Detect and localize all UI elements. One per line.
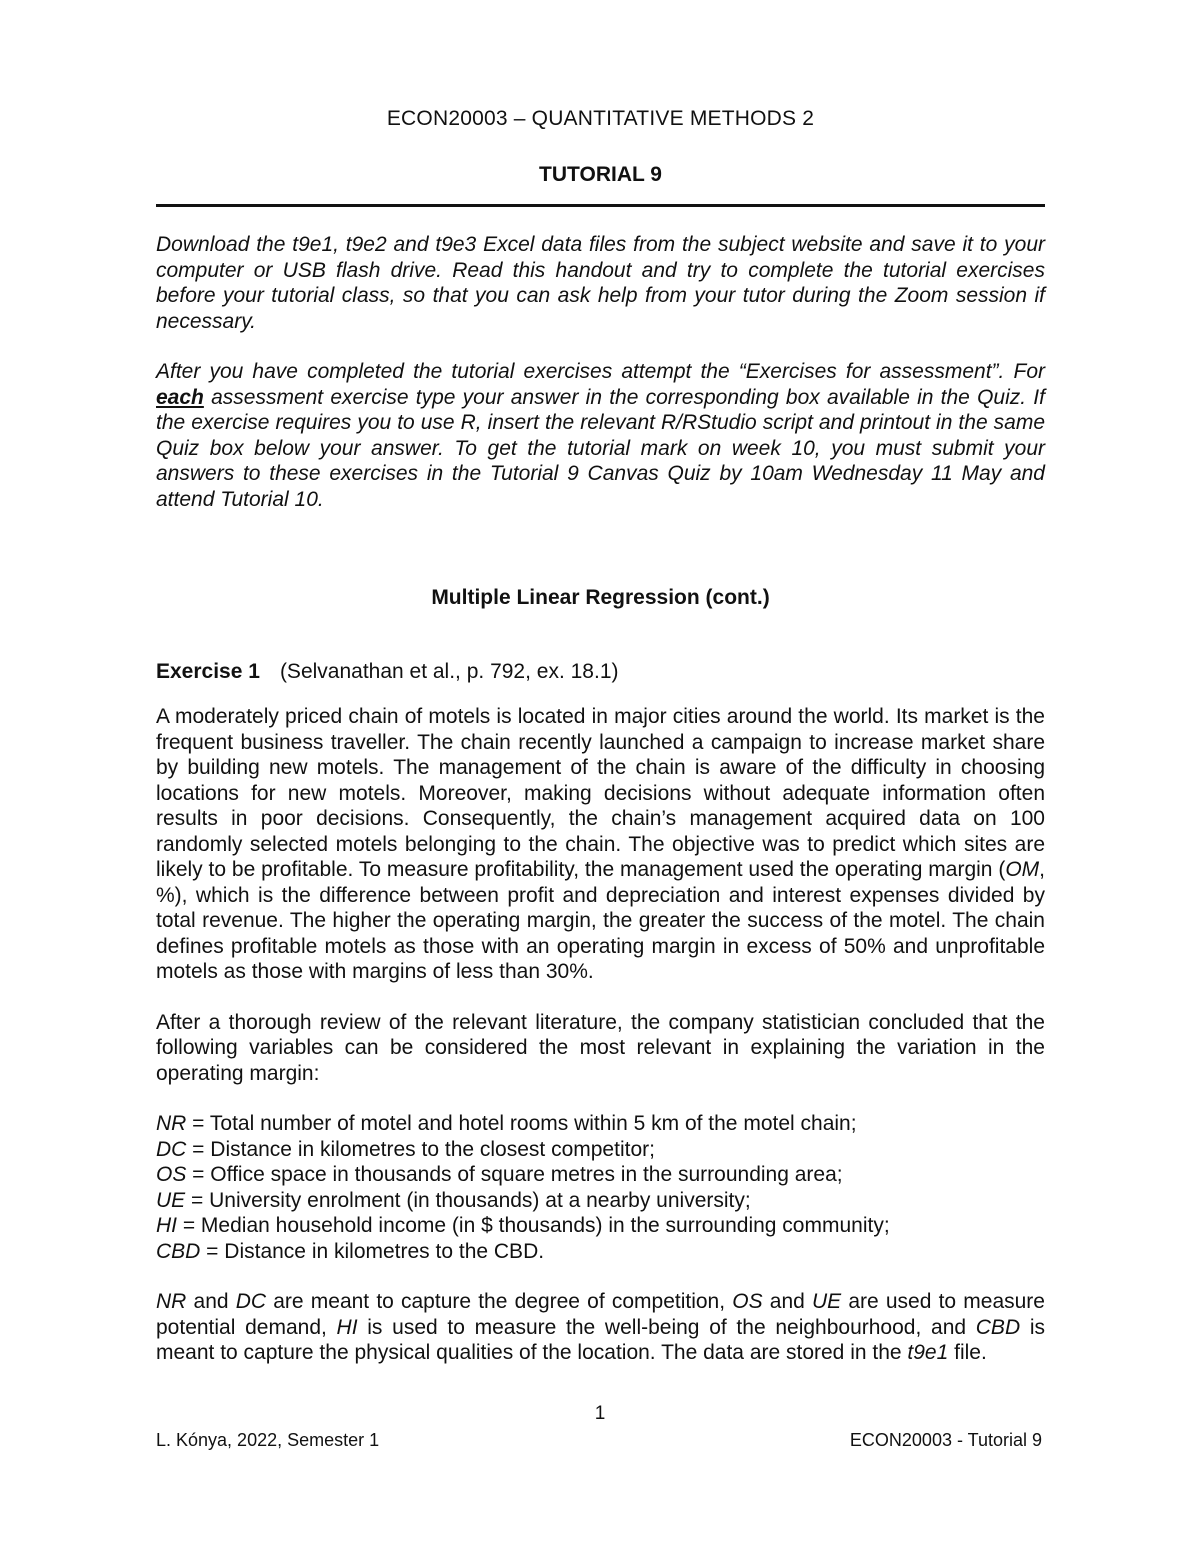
variable-name: CBD bbox=[156, 1239, 201, 1263]
page-number: 1 bbox=[594, 1403, 606, 1424]
text-run: file. bbox=[948, 1341, 987, 1364]
variable-desc: = Median household income (in $ thousands) in the surrounding community; bbox=[177, 1214, 890, 1237]
variable-item bbox=[156, 1111, 1045, 1137]
variable-desc: = Distance in kilometres to the CBD. bbox=[200, 1239, 545, 1263]
exercise-p1-end: , %), which is the difference between profit and depreciation and interest expenses divided by total revenue. The higher the operating margin, the greater the success of the motel. The chain defines profitable motels as those with an operating margin in excess of 50% and unprofitable motels as those with margins of less than 30%. bbox=[156, 858, 1045, 983]
header-divider bbox=[156, 204, 1045, 207]
text-run: are used to measure potential demand, bbox=[156, 1290, 1045, 1339]
exercise-paragraph-3 bbox=[156, 1289, 1045, 1366]
intro-p2-each: each bbox=[156, 385, 204, 409]
variable-desc: = Distance in kilometres to the closest competitor; bbox=[186, 1137, 655, 1161]
course-title: ECON20003 – QUANTITATIVE METHODS 2 bbox=[386, 107, 815, 130]
intro-paragraph-2 bbox=[156, 359, 1045, 512]
variable-item bbox=[156, 1137, 1045, 1163]
exercise-paragraph-1 bbox=[156, 704, 1045, 985]
variable-item bbox=[156, 1239, 1045, 1265]
var-ref: NR bbox=[156, 1290, 187, 1313]
text-run: is used to measure the well-being of the neighbourhood, and bbox=[357, 1315, 976, 1339]
variable-list bbox=[156, 1111, 1045, 1264]
variable-name: NR bbox=[156, 1112, 187, 1135]
intro-paragraph-1: Download the t9e1, t9e2 and t9e3 Excel data files from the subject website and save it to your computer or USB flash drive. Read this handout and try to complete the tutorial exercises before your tutorial class, so that you can ask help from your tutor during the Zoom session if necessary. bbox=[156, 233, 1045, 333]
exercise-label: Exercise 1 bbox=[156, 660, 260, 683]
exercise-p1-om: OM bbox=[1005, 858, 1040, 881]
text-run: and bbox=[186, 1290, 236, 1313]
text-run: are meant to capture the degree of competition, bbox=[266, 1290, 733, 1313]
file-ref: t9e1 bbox=[907, 1341, 949, 1364]
exercise-p1-start: A moderately priced chain of motels is located in major cities around the world. Its market is the frequent business traveller. The chain recently launched a campaign to increase market share by building new motels. The management of the chain is aware of the difficulty in choosing locations for new motels. Moreover, making decisions without adequate information often results in poor decisions. Consequently, the chain’s management acquired data on 100 randomly selected motels belonging to the chain. The objective was to predict which sites are likely to be profitable. To measure profitability, the management used the operating margin ( bbox=[156, 705, 1045, 881]
tutorial-title: TUTORIAL 9 bbox=[539, 163, 662, 186]
variable-desc: = University enrolment (in thousands) at a nearby university; bbox=[185, 1188, 751, 1212]
page-content bbox=[156, 104, 1045, 1366]
variable-name: DC bbox=[156, 1137, 187, 1161]
var-ref: CBD bbox=[975, 1315, 1021, 1339]
intro-p2-end: assessment exercise type your answer in the corresponding box available in the Quiz. If the exercise requires you to use R, insert the relevant R/RStudio script and printout in the same Quiz box below your answer. To get the tutorial mark on week 10, you must submit your answers to these exercises in the Tutorial 9 Canvas Quiz by 10am Wednesday 11 May and attend Tutorial 10. bbox=[156, 385, 1045, 511]
footer-course: ECON20003 - Tutorial 9 bbox=[849, 1430, 1042, 1450]
exercise-source: (Selvanathan et al., p. 792, ex. 18.1) bbox=[279, 660, 619, 683]
exercise-paragraph-2: After a thorough review of the relevant literature, the company statistician concluded that the following variables can be considered the most relevant in explaining the variation in the operating margin: bbox=[156, 1010, 1045, 1085]
section-title: Multiple Linear Regression (cont.) bbox=[431, 586, 770, 609]
exercise-heading bbox=[156, 657, 1045, 687]
intro-p2-start: After you have completed the tutorial exercises attempt the “Exercises for assessment”. For bbox=[156, 360, 1045, 383]
var-ref: OS bbox=[732, 1290, 763, 1313]
variable-item bbox=[156, 1162, 1045, 1188]
variable-desc: = Office space in thousands of square metres in the surrounding area; bbox=[186, 1163, 843, 1186]
footer-author: L. Kónya, 2022, Semester 1 bbox=[156, 1430, 380, 1450]
variable-item bbox=[156, 1188, 1045, 1214]
text-run: is meant to capture the physical qualities of the location. The data are stored in the bbox=[156, 1315, 1045, 1364]
variable-desc: = Total number of motel and hotel rooms within 5 km of the motel chain; bbox=[186, 1112, 857, 1135]
variable-name: OS bbox=[156, 1163, 187, 1186]
text-run: and bbox=[762, 1290, 812, 1313]
variable-item bbox=[156, 1213, 1045, 1239]
var-ref: HI bbox=[336, 1315, 358, 1339]
variable-name: HI bbox=[156, 1214, 177, 1237]
var-ref: DC bbox=[235, 1290, 267, 1313]
variable-name: UE bbox=[156, 1188, 186, 1212]
var-ref: UE bbox=[811, 1290, 842, 1313]
